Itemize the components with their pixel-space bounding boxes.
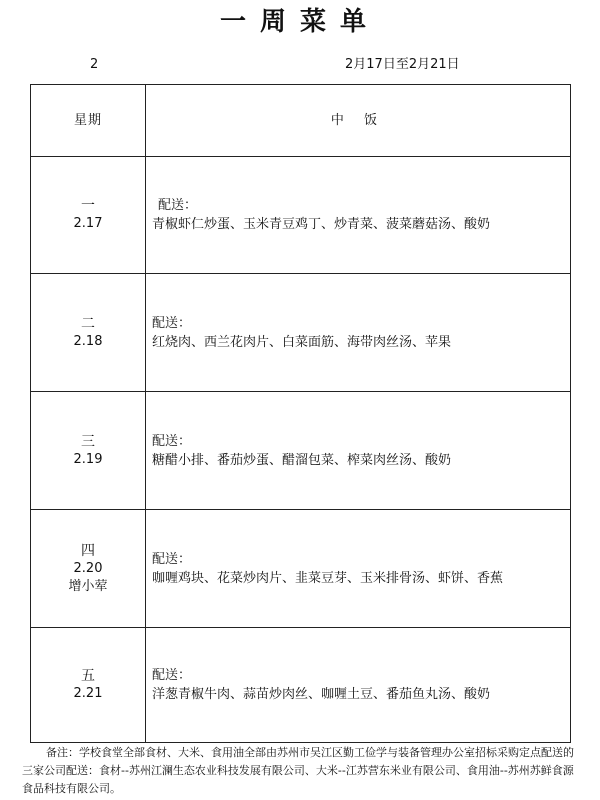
meal-cell	[146, 628, 570, 742]
page-title: 一周菜单	[219, 7, 380, 37]
table-row	[31, 274, 570, 392]
table-row	[31, 392, 570, 510]
meal-cell	[146, 157, 570, 273]
table-row	[31, 157, 570, 274]
day-name: 二	[81, 315, 95, 332]
menu-items: 青椒虾仁炒蛋、玉米青豆鸡丁、炒青菜、菠菜蘑菇汤、酸奶	[152, 217, 491, 232]
delivery-label: 配送：	[152, 433, 192, 449]
delivery-label: 配送：	[152, 668, 192, 683]
menu-table	[30, 84, 571, 743]
day-cell	[31, 274, 145, 391]
day-date: 2.20	[73, 560, 103, 576]
header-meal: 中 饭	[330, 113, 386, 128]
table-row	[31, 510, 570, 628]
day-name: 三	[81, 433, 95, 450]
menu-items: 红烧肉、西兰花肉片、白菜面筋、海带肉丝汤、苹果	[152, 334, 452, 350]
delivery-label: 配送：	[158, 198, 198, 213]
table-row	[31, 628, 570, 742]
day-cell	[31, 628, 145, 742]
day-date: 2.17	[73, 216, 103, 231]
day-name: 一	[81, 198, 95, 214]
footer-note: 备注：学校食堂全部食材、大米、食用油全部由苏州市吴江区勤工俭学与装备管理办公室招标采购定点配送的三家公司配送：食材--苏州江澜生态农业科技发展有限公司、大米--江苏营东米业有限公司、食用油--苏州苏鲜食源食品科技有限公司。	[22, 746, 574, 795]
date-range: 2月17日至2月21日	[345, 57, 460, 72]
menu-items: 糖醋小排、番茄炒蛋、醋溜包菜、榨菜肉丝汤、酸奶	[152, 452, 452, 468]
menu-items: 咖喱鸡块、花菜炒肉片、韭菜豆芽、玉米排骨汤、虾饼、香蕉	[152, 570, 504, 586]
day-cell	[31, 392, 145, 509]
day-name: 五	[81, 668, 95, 684]
day-cell	[31, 510, 145, 627]
day-date: 2.19	[73, 451, 103, 467]
day-name: 四	[81, 542, 95, 559]
day-date: 2.18	[73, 333, 103, 349]
meal-cell	[146, 392, 570, 509]
header-day: 星期	[73, 112, 102, 128]
delivery-label: 配送：	[152, 315, 192, 331]
delivery-label: 配送：	[152, 551, 192, 567]
week-number: 2	[90, 57, 99, 72]
day-date: 2.21	[73, 686, 103, 701]
meal-cell	[146, 274, 570, 391]
day-cell	[31, 157, 145, 273]
day-extra-note: 增小荤	[68, 578, 108, 594]
meal-cell	[146, 510, 570, 627]
menu-items: 洋葱青椒牛肉、蒜苗炒肉丝、咖喱土豆、番茄鱼丸汤、酸奶	[152, 687, 491, 702]
table-header-row	[31, 85, 570, 157]
